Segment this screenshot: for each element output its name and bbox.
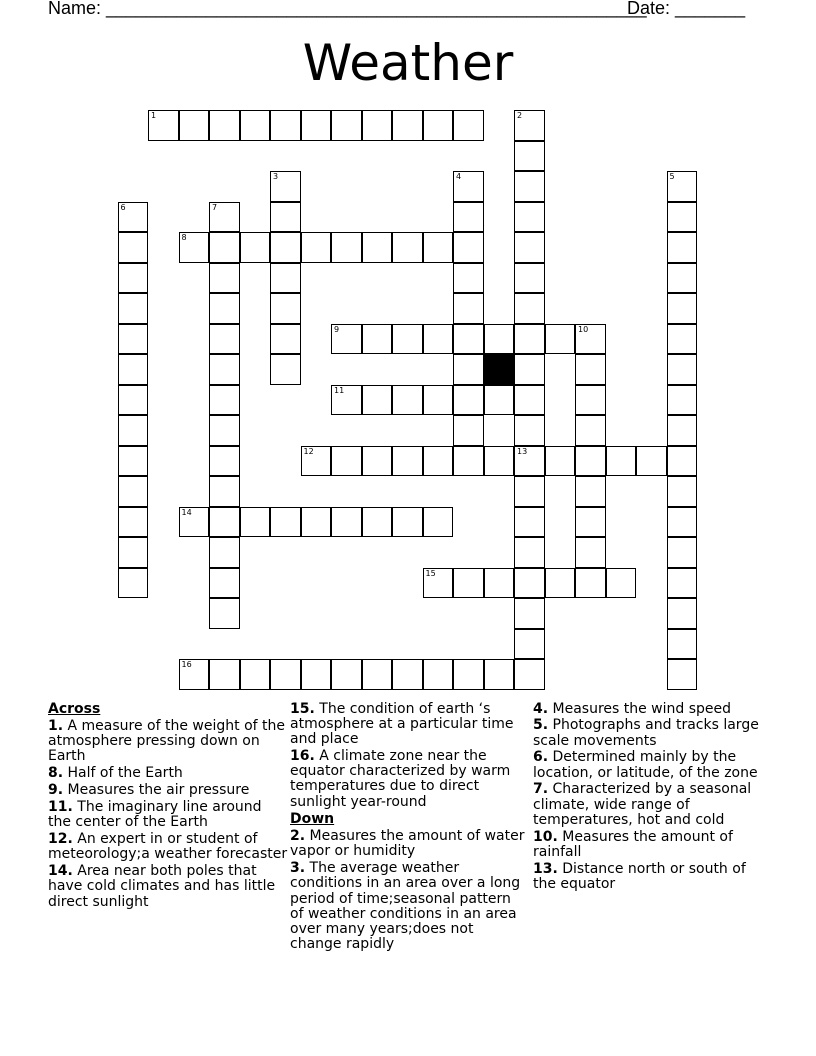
clue-across-15: 15. The condition of earth ‘s atmosphere at a particular time and place — [290, 700, 514, 748]
clue-down-2: 2. Measures the amount of water vapor or humidity — [290, 827, 525, 860]
clue-number: 8 — [181, 233, 187, 242]
grid-cell[interactable] — [209, 202, 240, 233]
grid-cell[interactable] — [514, 659, 545, 690]
grid-cell[interactable] — [545, 568, 576, 599]
grid-cell[interactable] — [118, 202, 149, 233]
grid-cell[interactable] — [392, 385, 423, 416]
grid-cell[interactable] — [453, 232, 484, 263]
grid-cell[interactable] — [270, 354, 301, 385]
grid-cell[interactable] — [423, 659, 454, 690]
clue-number: 12 — [303, 446, 314, 456]
grid-cell[interactable] — [514, 324, 545, 355]
grid-cell[interactable] — [514, 629, 545, 660]
grid-cell[interactable] — [331, 110, 362, 141]
grid-cell[interactable] — [270, 324, 301, 355]
grid-cell[interactable] — [667, 446, 698, 477]
grid-cell[interactable] — [209, 507, 240, 538]
grid-cell[interactable] — [667, 476, 698, 507]
grid-cell[interactable] — [514, 476, 545, 507]
grid-cell[interactable] — [514, 385, 545, 416]
grid-cell[interactable] — [331, 659, 362, 690]
grid-cell[interactable] — [118, 385, 149, 416]
name-field[interactable]: Name: ______________________________________________________ — [48, 0, 647, 18]
grid-cell[interactable] — [667, 324, 698, 355]
grid-cell[interactable] — [484, 385, 515, 416]
grid-cell[interactable] — [362, 324, 393, 355]
grid-cell[interactable] — [667, 385, 698, 416]
grid-cell[interactable] — [514, 232, 545, 263]
grid-cell[interactable] — [667, 171, 698, 202]
grid-cell[interactable] — [484, 568, 515, 599]
grid-cell[interactable] — [209, 537, 240, 568]
grid-cell[interactable] — [453, 568, 484, 599]
clue-number: 2 — [517, 111, 523, 120]
grid-cell[interactable] — [575, 476, 606, 507]
grid-cell[interactable] — [118, 446, 149, 477]
grid-cell[interactable] — [270, 293, 301, 324]
grid-cell[interactable] — [240, 507, 271, 538]
clue-across-12: 12. An expert in or student of meteorology;a weather forecaster — [48, 830, 288, 863]
grid-cell[interactable] — [667, 537, 698, 568]
grid-cell[interactable] — [270, 110, 301, 141]
clue-number: 14 — [181, 507, 192, 517]
grid-cell[interactable] — [392, 110, 423, 141]
grid-cell[interactable] — [423, 385, 454, 416]
grid-cell[interactable] — [392, 659, 423, 690]
grid-cell[interactable] — [514, 415, 545, 446]
grid-cell[interactable] — [362, 446, 393, 477]
clue-number: 15 — [425, 568, 436, 578]
grid-cell[interactable] — [301, 507, 332, 538]
grid-cell[interactable] — [331, 324, 362, 355]
clue-number: 10 — [578, 324, 589, 334]
grid-cell[interactable] — [667, 659, 698, 690]
grid-cell[interactable] — [331, 232, 362, 263]
grid-cell[interactable] — [423, 507, 454, 538]
grid-cell[interactable] — [362, 110, 393, 141]
grid-cell[interactable] — [209, 293, 240, 324]
grid-cell[interactable] — [453, 385, 484, 416]
grid-cell[interactable] — [575, 446, 606, 477]
grid-cell[interactable] — [209, 415, 240, 446]
grid-cell[interactable] — [514, 598, 545, 629]
grid-cell[interactable] — [423, 110, 454, 141]
clue-number: 7 — [212, 202, 218, 212]
grid-cell[interactable] — [240, 110, 271, 141]
clue-down-7: 7. Characterized by a seasonal climate, wide range of temperatures, hot and cold — [533, 781, 752, 829]
grid-cell[interactable] — [209, 598, 240, 629]
grid-cell[interactable] — [270, 659, 301, 690]
clue-down-13: 13. Distance north or south of the equator — [533, 860, 746, 893]
grid-cell[interactable] — [301, 110, 332, 141]
grid-cell[interactable] — [209, 568, 240, 599]
grid-cell[interactable] — [514, 141, 545, 172]
clue-across-16: 16. A climate zone near the equator characterized by warm temperatures due to direct sunlight year-round — [290, 747, 511, 810]
grid-cell[interactable] — [209, 476, 240, 507]
grid-cell[interactable] — [423, 568, 454, 599]
grid-cell[interactable] — [423, 324, 454, 355]
grid-cell[interactable] — [453, 263, 484, 294]
grid-cell[interactable] — [575, 324, 606, 355]
clue-number: 1 — [151, 111, 157, 120]
grid-cell[interactable] — [209, 232, 240, 263]
grid-cell[interactable] — [362, 659, 393, 690]
clue-down-6: 6. Determined mainly by the location, or latitude, of the zone — [533, 749, 758, 781]
down-heading: Down — [290, 811, 335, 828]
grid-cell[interactable] — [118, 415, 149, 446]
grid-cell[interactable] — [331, 507, 362, 538]
grid-cell[interactable] — [209, 385, 240, 416]
grid-cell[interactable] — [118, 507, 149, 538]
grid-cell[interactable] — [514, 537, 545, 568]
clue-down-10: 10. Measures the amount of rainfall — [533, 828, 733, 861]
clue-number: 4 — [456, 172, 462, 181]
grid-cell[interactable] — [514, 110, 545, 141]
grid-cell[interactable] — [667, 568, 698, 599]
grid-cell[interactable] — [209, 263, 240, 294]
grid-cell[interactable] — [514, 293, 545, 324]
clue-number: 13 — [517, 446, 528, 456]
grid-cell[interactable] — [606, 568, 637, 599]
clue-across-11: 11. The imaginary line around the center of the Earth — [48, 798, 262, 831]
grid-cell[interactable] — [270, 171, 301, 202]
grid-cell[interactable] — [575, 415, 606, 446]
grid-cell[interactable] — [179, 659, 210, 690]
puzzle-title: Weather — [302, 34, 514, 92]
grid-cell[interactable] — [331, 446, 362, 477]
grid-cell[interactable] — [392, 232, 423, 263]
grid-cell[interactable] — [118, 293, 149, 324]
grid-cell[interactable] — [148, 110, 179, 141]
grid-cell[interactable] — [209, 324, 240, 355]
grid-cell[interactable] — [362, 385, 393, 416]
grid-cell[interactable] — [453, 202, 484, 233]
grid-block — [484, 354, 515, 385]
grid-cell[interactable] — [575, 568, 606, 599]
grid-cell[interactable] — [331, 385, 362, 416]
grid-cell[interactable] — [392, 446, 423, 477]
grid-cell[interactable] — [240, 659, 271, 690]
grid-cell[interactable] — [575, 354, 606, 385]
grid-cell[interactable] — [423, 232, 454, 263]
clue-number: 3 — [273, 172, 279, 181]
grid-cell[interactable] — [453, 446, 484, 477]
clue-down-5: 5. Photographs and tracks large scale movements — [533, 717, 759, 749]
grid-cell[interactable] — [636, 446, 667, 477]
grid-cell[interactable] — [453, 354, 484, 385]
clue-number: 9 — [334, 324, 340, 334]
clues-column-1 — [48, 700, 288, 910]
grid-cell[interactable] — [545, 324, 576, 355]
clues-column-2 — [290, 700, 528, 953]
grid-cell[interactable] — [209, 446, 240, 477]
grid-cell[interactable] — [514, 263, 545, 294]
grid-cell[interactable] — [270, 507, 301, 538]
grid-cell[interactable] — [667, 293, 698, 324]
grid-cell[interactable] — [118, 537, 149, 568]
grid-cell[interactable] — [514, 568, 545, 599]
clue-across-8: 8. Half of the Earth — [48, 765, 183, 782]
grid-cell[interactable] — [453, 171, 484, 202]
grid-cell[interactable] — [514, 507, 545, 538]
grid-cell[interactable] — [667, 354, 698, 385]
grid-cell[interactable] — [667, 263, 698, 294]
grid-cell[interactable] — [118, 568, 149, 599]
clue-number: 11 — [334, 385, 345, 395]
clue-number: 16 — [181, 660, 192, 669]
grid-cell[interactable] — [209, 659, 240, 690]
clue-down-3: 3. The average weather conditions in an area over a long period of time;seasonal pattern of weather conditions in an area over many years;does not change rapidly — [290, 859, 521, 953]
grid-cell[interactable] — [301, 232, 332, 263]
clue-across-1: 1. A measure of the weight of the atmosphere pressing down on Earth — [48, 717, 285, 765]
grid-cell[interactable] — [179, 110, 210, 141]
date-field[interactable]: Date: _______ — [627, 0, 746, 18]
grid-cell[interactable] — [575, 385, 606, 416]
grid-cell[interactable] — [118, 354, 149, 385]
grid-cell[interactable] — [179, 507, 210, 538]
grid-cell[interactable] — [453, 324, 484, 355]
clues-column-3 — [533, 700, 773, 893]
grid-cell[interactable] — [667, 202, 698, 233]
grid-cell[interactable] — [484, 446, 515, 477]
grid-cell[interactable] — [118, 263, 149, 294]
grid-cell[interactable] — [514, 171, 545, 202]
grid-cell[interactable] — [362, 507, 393, 538]
clue-number: 6 — [120, 202, 126, 212]
grid-cell[interactable] — [270, 232, 301, 263]
grid-cell[interactable] — [270, 263, 301, 294]
grid-cell[interactable] — [209, 354, 240, 385]
grid-cell[interactable] — [484, 659, 515, 690]
grid-cell[interactable] — [423, 446, 454, 477]
clue-number: 5 — [669, 172, 675, 181]
grid-cell[interactable] — [392, 324, 423, 355]
grid-cell[interactable] — [453, 659, 484, 690]
grid-cell[interactable] — [514, 446, 545, 477]
grid-cell[interactable] — [240, 232, 271, 263]
clue-down-4: 4. Measures the wind speed — [533, 700, 732, 717]
grid-cell[interactable] — [270, 202, 301, 233]
grid-cell[interactable] — [484, 324, 515, 355]
grid-cell[interactable] — [118, 476, 149, 507]
grid-cell[interactable] — [545, 446, 576, 477]
grid-cell[interactable] — [606, 446, 637, 477]
grid-cell[interactable] — [301, 659, 332, 690]
across-heading: Across — [48, 701, 101, 717]
grid-cell[interactable] — [667, 629, 698, 660]
grid-cell[interactable] — [667, 415, 698, 446]
clue-across-14: 14. Area near both poles that have cold climates and has little direct sunlight — [48, 862, 276, 910]
grid-cell[interactable] — [575, 537, 606, 568]
grid-cell[interactable] — [514, 354, 545, 385]
grid-cell[interactable] — [118, 324, 149, 355]
grid-cell[interactable] — [118, 232, 149, 263]
grid-cell[interactable] — [575, 507, 606, 538]
grid-cell[interactable] — [209, 110, 240, 141]
grid-cell[interactable] — [453, 110, 484, 141]
grid-cell[interactable] — [667, 232, 698, 263]
grid-cell[interactable] — [392, 507, 423, 538]
grid-cell[interactable] — [301, 446, 332, 477]
grid-cell[interactable] — [667, 507, 698, 538]
grid-cell[interactable] — [453, 415, 484, 446]
grid-cell[interactable] — [514, 202, 545, 233]
grid-cell[interactable] — [453, 293, 484, 324]
grid-cell[interactable] — [179, 232, 210, 263]
grid-cell[interactable] — [362, 232, 393, 263]
grid-cell[interactable] — [667, 598, 698, 629]
clue-across-9: 9. Measures the air pressure — [48, 781, 250, 798]
